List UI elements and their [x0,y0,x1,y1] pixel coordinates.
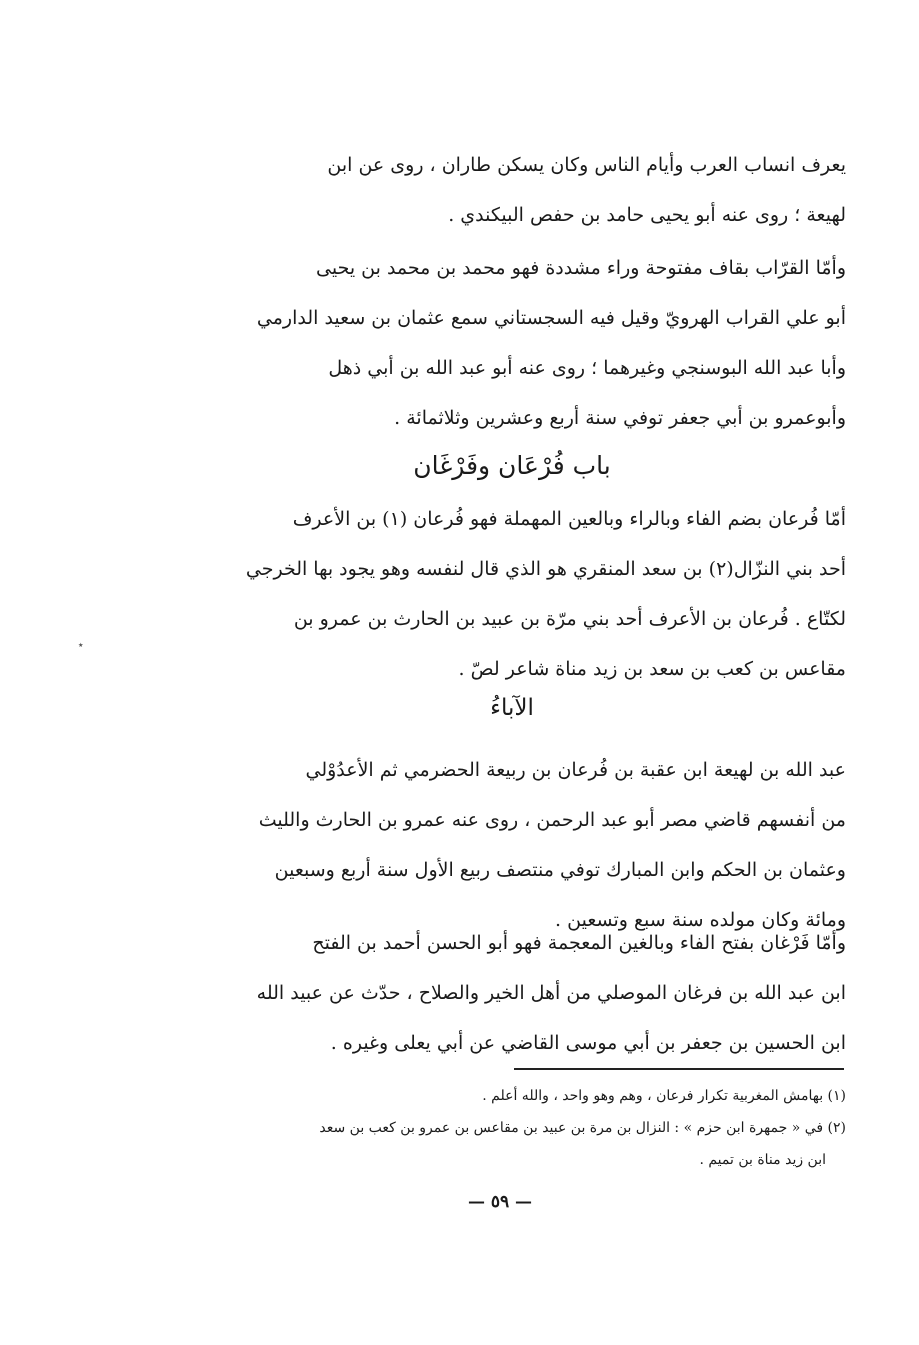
text-line: أحد بني النزّال(٢) بن سعد المنقري هو الذي قال لنفسه وهو يجود بها الخرجي [245,558,846,580]
paragraph-5 [178,918,846,1068]
footnote-divider [514,1068,844,1070]
margin-mark: ٭ [78,640,84,651]
text-line: لكتّاع . فُرعان بن الأعرف أحد بني مرّة بن عبيد بن الحارث بن عمرو بن [293,608,846,630]
footnote-2-continuation: ابن زيد مناة بن تميم . [699,1152,826,1168]
text-line: ابن الحسين بن جعفر بن أبي موسى القاضي عن أبي يعلى وغيره . [330,1032,846,1054]
footnote-2: (٢) في « جمهرة ابن حزم » : النزال بن مرة بن عبيد بن مقاعس بن عمرو بن كعب بن سعد [319,1120,846,1136]
text-line: لهيعة ؛ روى عنه أبو يحيى حامد بن حفص البيكندي . [448,204,846,226]
paragraph-2 [178,243,846,443]
section-heading: الآباءُ [490,695,534,721]
text-line: وأمّا القرّاب بقاف مفتوحة وراء مشددة فهو محمد بن محمد بن يحيى [316,257,846,279]
text-line: أمّا فُرعان بضم الفاء وبالراء وبالعين المهملة فهو فُرعان (١) بن الأعرف [292,508,846,530]
page-number: — ٥٩ — [467,1192,533,1212]
text-line: وأبا عبد الله البوسنجي وغيرهما ؛ روى عنه أبو عبد الله بن أبي ذهل [328,357,846,379]
text-line: وأمّا فَرْغان بفتح الفاء وبالغين المعجمة فهو أبو الحسن أحمد بن الفتح [312,932,846,954]
text-line: يعرف انساب العرب وأيام الناس وكان يسكن طاران ، روى عن ابن [327,154,846,176]
paragraph-4 [178,745,846,945]
text-line: أبو علي القراب الهرويّ وقيل فيه السجستاني سمع عثمان بن سعيد الدارمي [256,307,846,329]
paragraph-3 [178,494,846,694]
text-line: عبد الله بن لهيعة ابن عقبة بن فُرعان بن ربيعة الحضرمي ثم الأعدُوْلي [305,759,846,781]
text-line: ابن عبد الله بن فرغان الموصلي من أهل الخير والصلاح ، حدّث عن عبيد الله [256,982,846,1004]
text-line: من أنفسهم قاضي مصر أبو عبد الرحمن ، روى عنه عمرو بن الحارث والليث [258,809,846,831]
chapter-heading: باب فُرْعَان وفَرْغَان [413,451,611,480]
text-line: وعثمان بن الحكم وابن المبارك توفي منتصف ربيع الأول سنة أربع وسبعين [274,859,846,881]
text-line: وأبوعمرو بن أبي جعفر توفي سنة أربع وعشرين وثلاثمائة . [394,407,846,429]
paragraph-1 [178,140,846,240]
text-line: ومائة وكان مولده سنة سبع وتسعين . [555,909,846,931]
footnote-1: (١) بهامش المغربية تكرار فرعان ، وهم وهو واحد ، والله أعلم . [482,1088,846,1104]
footnotes [178,1080,846,1176]
text-line: مقاعس بن كعب بن سعد بن زيد مناة شاعر لصّ . [458,658,846,680]
